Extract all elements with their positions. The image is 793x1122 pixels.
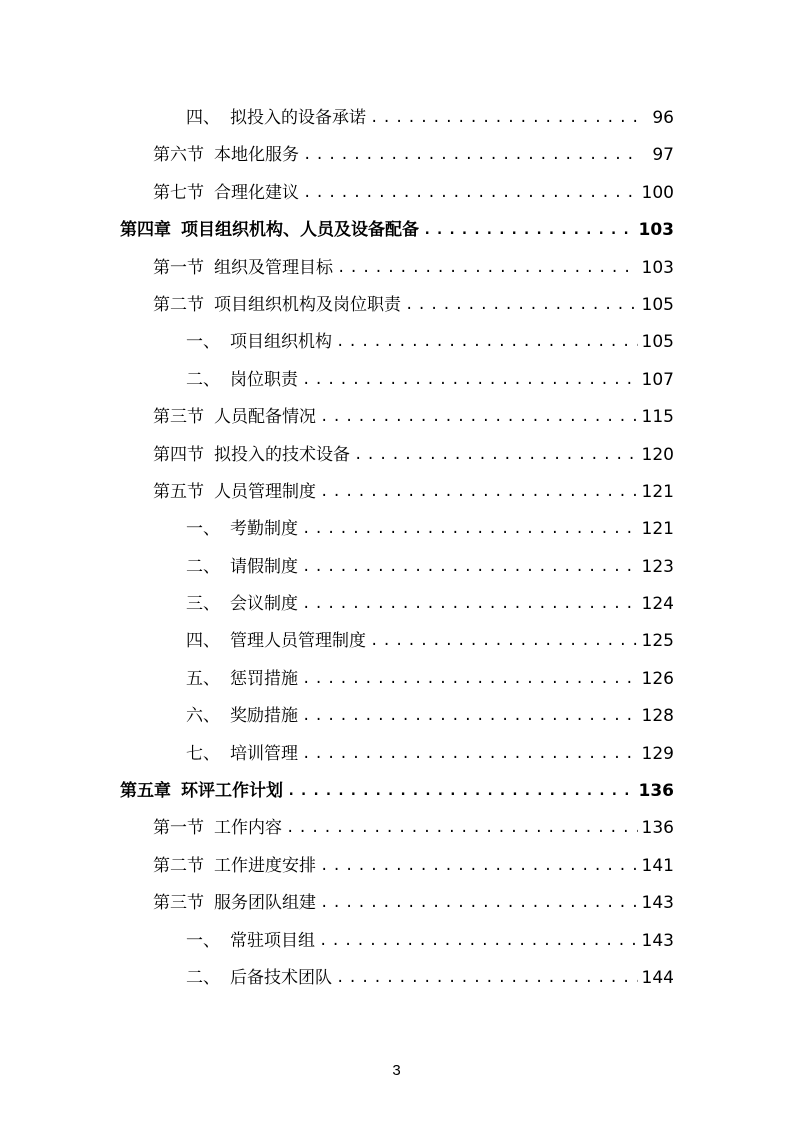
- toc-entry-page: 121: [641, 519, 674, 540]
- toc-entry-number: 一、: [186, 332, 220, 353]
- toc-entry-page: 97: [652, 145, 674, 166]
- toc-entry[interactable]: [120, 960, 674, 997]
- toc-entry[interactable]: [120, 437, 674, 474]
- toc-entry-page: 105: [641, 294, 674, 315]
- toc-entry-page: 143: [641, 930, 674, 951]
- toc-entry-title: 会议制度: [230, 594, 298, 615]
- toc-entry-number: 第二节: [153, 294, 204, 315]
- toc-entry-page: 129: [641, 743, 674, 764]
- toc-entry-page: 123: [641, 556, 674, 577]
- toc-leader-dots: [303, 175, 638, 212]
- toc-leader-dots: [336, 324, 638, 361]
- toc-entry-title: 请假制度: [230, 556, 298, 577]
- toc-leader-dots: [370, 100, 640, 137]
- toc-entry-page: 136: [641, 818, 674, 839]
- toc-leader-dots: [320, 848, 638, 885]
- toc-entry-title: 合理化建议: [214, 182, 299, 203]
- toc-entry[interactable]: [120, 736, 674, 773]
- toc-entry[interactable]: [120, 661, 674, 698]
- toc-leader-dots: [320, 885, 638, 922]
- toc-entry[interactable]: [120, 100, 674, 137]
- toc-entry[interactable]: [120, 287, 674, 324]
- toc-entry[interactable]: [120, 175, 674, 212]
- toc-entry-number: 第四节: [153, 444, 204, 465]
- toc-entry[interactable]: [120, 848, 674, 885]
- toc-entry[interactable]: [120, 362, 674, 399]
- toc-entry[interactable]: [120, 586, 674, 623]
- toc-leader-dots: [354, 437, 638, 474]
- toc-entry-page: 103: [641, 257, 674, 278]
- toc-leader-dots: [302, 698, 638, 735]
- toc-entry[interactable]: [120, 885, 674, 922]
- toc-leader-dots: [337, 250, 638, 287]
- toc-entry[interactable]: [120, 511, 674, 548]
- toc-entry-number: 第四章: [120, 220, 171, 241]
- toc-entry-title: 项目组织机构及岗位职责: [214, 294, 401, 315]
- toc-entry-number: 第六节: [153, 145, 204, 166]
- toc-entry-page: 128: [641, 706, 674, 727]
- toc-entry-title: 环评工作计划: [181, 781, 283, 802]
- toc-entry-number: 二、: [186, 369, 220, 390]
- toc-entry[interactable]: [120, 923, 674, 960]
- toc-entry-page: 143: [641, 893, 674, 914]
- toc-entry[interactable]: [120, 399, 674, 436]
- toc-leader-dots: [302, 586, 638, 623]
- toc-entry-page: 105: [641, 332, 674, 353]
- toc-entry[interactable]: [120, 137, 674, 174]
- toc-entry[interactable]: [120, 773, 674, 810]
- toc-entry-page: 120: [641, 444, 674, 465]
- toc-entry-title: 管理人员管理制度: [230, 631, 366, 652]
- toc-entry-number: 第五章: [120, 781, 171, 802]
- toc-entry-number: 二、: [186, 967, 220, 988]
- toc-entry-title: 工作进度安排: [214, 855, 316, 876]
- toc-entry-page: 100: [641, 182, 674, 203]
- toc-leader-dots: [302, 362, 638, 399]
- toc-leader-dots: [302, 511, 638, 548]
- toc-leader-dots: [286, 810, 638, 847]
- toc-entry-title: 拟投入的设备承诺: [230, 107, 366, 128]
- toc-entry-title: 拟投入的技术设备: [214, 444, 350, 465]
- toc-entry-page: 115: [641, 407, 674, 428]
- toc-entry-page: 124: [641, 594, 674, 615]
- toc-entry-page: 125: [641, 631, 674, 652]
- toc-entry-number: 第三节: [153, 893, 204, 914]
- toc-entry-number: 二、: [186, 556, 220, 577]
- toc-entry-title: 常驻项目组: [230, 930, 315, 951]
- toc-entry-title: 人员配备情况: [214, 407, 316, 428]
- toc-leader-dots: [405, 287, 638, 324]
- toc-entry-title: 项目组织机构、人员及设备配备: [181, 220, 419, 241]
- toc-leader-dots: [303, 137, 640, 174]
- toc-leader-dots: [370, 623, 638, 660]
- toc-entry-page: 107: [641, 369, 674, 390]
- toc-entry-page: 103: [638, 220, 674, 241]
- toc-entry-number: 六、: [186, 706, 220, 727]
- toc-entry-number: 第二节: [153, 855, 204, 876]
- toc-entry-title: 考勤制度: [230, 519, 298, 540]
- toc-entry-number: 四、: [186, 631, 220, 652]
- toc-entry-title: 培训管理: [230, 743, 298, 764]
- table-of-contents: [120, 100, 674, 997]
- toc-entry[interactable]: [120, 549, 674, 586]
- toc-leader-dots: [287, 773, 635, 810]
- toc-entry-page: 141: [641, 855, 674, 876]
- toc-leader-dots: [336, 960, 638, 997]
- toc-leader-dots: [423, 212, 635, 249]
- toc-entry-number: 第五节: [153, 481, 204, 502]
- toc-entry-page: 136: [638, 781, 674, 802]
- toc-leader-dots: [320, 399, 638, 436]
- toc-entry-number: 五、: [186, 668, 220, 689]
- toc-entry-page: 126: [641, 668, 674, 689]
- toc-entry[interactable]: [120, 810, 674, 847]
- toc-entry-number: 一、: [186, 930, 220, 951]
- toc-entry-title: 人员管理制度: [214, 481, 316, 502]
- toc-entry-number: 一、: [186, 519, 220, 540]
- toc-entry-number: 四、: [186, 107, 220, 128]
- toc-entry[interactable]: [120, 324, 674, 361]
- toc-leader-dots: [319, 923, 638, 960]
- toc-entry-title: 岗位职责: [230, 369, 298, 390]
- toc-entry-title: 奖励措施: [230, 706, 298, 727]
- toc-entry-page: 96: [652, 107, 674, 128]
- toc-entry-title: 惩罚措施: [230, 668, 298, 689]
- toc-leader-dots: [320, 474, 638, 511]
- toc-entry-title: 后备技术团队: [230, 967, 332, 988]
- toc-entry[interactable]: [120, 212, 674, 249]
- toc-entry-number: 第一节: [153, 818, 204, 839]
- toc-entry[interactable]: [120, 250, 674, 287]
- toc-entry-number: 七、: [186, 743, 220, 764]
- toc-entry-title: 工作内容: [214, 818, 282, 839]
- toc-entry-page: 144: [641, 967, 674, 988]
- toc-leader-dots: [302, 549, 638, 586]
- page-number: 3: [392, 1062, 401, 1079]
- toc-entry-number: 三、: [186, 594, 220, 615]
- toc-leader-dots: [302, 736, 638, 773]
- toc-entry[interactable]: [120, 698, 674, 735]
- toc-entry[interactable]: [120, 623, 674, 660]
- toc-entry-number: 第七节: [153, 182, 204, 203]
- toc-entry-number: 第一节: [153, 257, 204, 278]
- toc-entry-title: 项目组织机构: [230, 332, 332, 353]
- toc-entry-title: 组织及管理目标: [214, 257, 333, 278]
- toc-entry-number: 第三节: [153, 407, 204, 428]
- toc-leader-dots: [302, 661, 638, 698]
- toc-entry[interactable]: [120, 474, 674, 511]
- toc-entry-title: 本地化服务: [214, 145, 299, 166]
- toc-entry-title: 服务团队组建: [214, 893, 316, 914]
- toc-entry-page: 121: [641, 481, 674, 502]
